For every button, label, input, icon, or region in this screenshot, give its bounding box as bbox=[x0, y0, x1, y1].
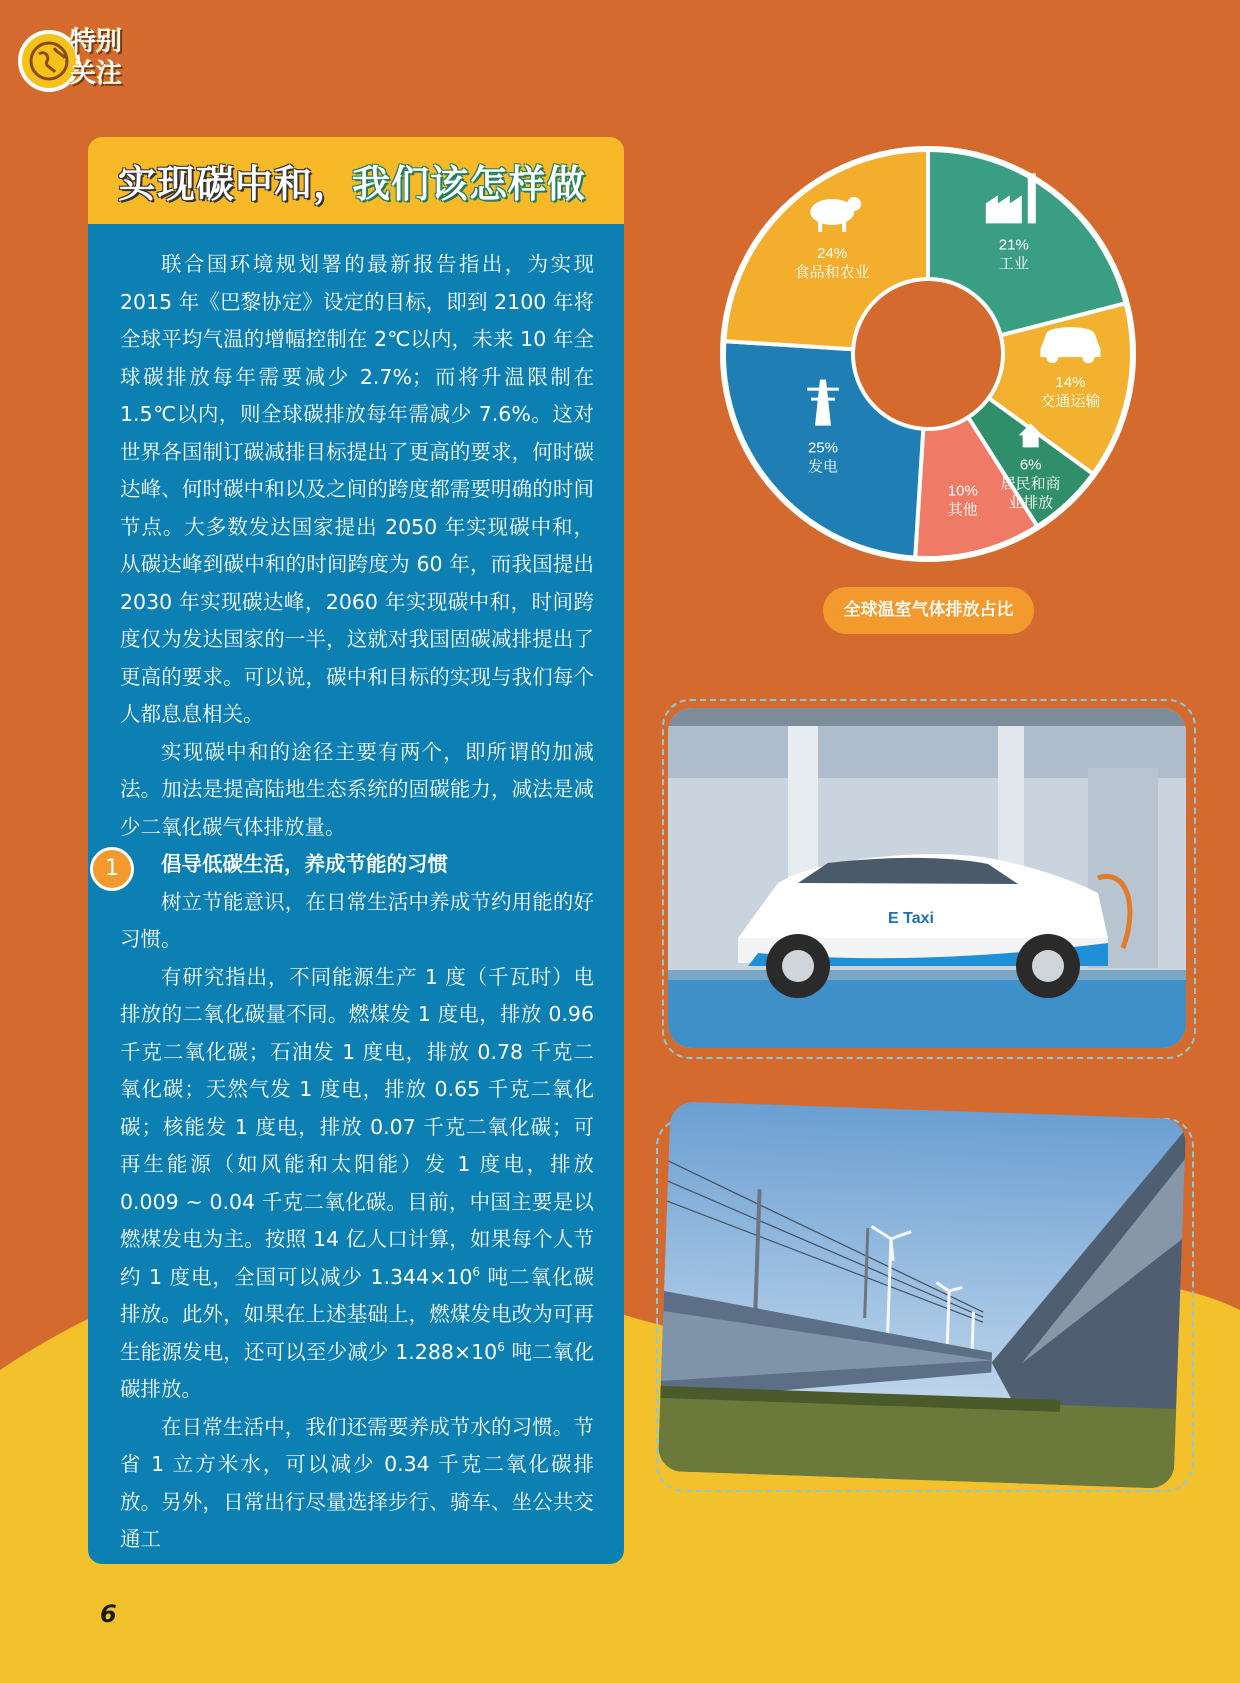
section-number-badge: 1 bbox=[90, 847, 134, 891]
section-title: 倡导低碳生活，养成节能的习惯 bbox=[161, 852, 448, 876]
section-heading bbox=[105, 846, 594, 884]
electric-taxi-photo bbox=[668, 708, 1186, 1048]
donut-label-transport: 14%交通运输 bbox=[1040, 374, 1101, 411]
donut-label-residential: 6%居民和商业排放 bbox=[1000, 456, 1061, 512]
special-focus-badge bbox=[0, 26, 140, 98]
paragraph: 有研究指出，不同能源生产 1 度（千瓦时）电排放的二氧化碳量不同。燃煤发 1 度电，排放 0.96 千克二氧化碳；石油发 1 度电，排放 0.78 千克二氧化碳；天然气发 1 度电，排放 0.65 千克二氧化碳；核能发 1 度电，排放 0.07 千克二氧化碳；可再生能源（如风能和太阳能）发 1 度电，排放 0.009 ~ 0.04 千克二氧化碳。目前，中国主要是以燃煤发电为主。按照 14 亿人口计算，如果每个人节约 1 度电，全国可以减少 $1.344\times 10^6$ 吨二氧化碳排放。此外，如果在上述基础上，燃煤发电改为可再生能源发电，还可以至少减少 $1.288\times 10^6$ 吨二氧化碳排放。 bbox=[120, 964, 594, 1401]
donut-label-food: 24%食品和农业 bbox=[794, 244, 870, 281]
badge-label: 特别 关注 bbox=[70, 27, 123, 89]
paragraph: 在日常生活中，我们还需要养成节水的习惯。节省 1 立方米水，可以减少 0.34 千克二氧化碳排放。另外，日常出行尽量选择步行、骑车、坐公共交通工 bbox=[120, 1414, 594, 1551]
page-number: 6 bbox=[100, 1600, 117, 1628]
paragraph: 树立节能意识，在日常生活中养成节约用能的好习惯。 bbox=[120, 889, 594, 951]
paragraph: 联合国环境规划署的最新报告指出，为实现 2015 年《巴黎协定》设定的目标，即到 2100 年将全球平均气温的增幅控制在 2℃以内，未来 10 年全球碳排放每年需要减少 2.7%；而将升温限制在 1.5℃以内，则全球碳排放每年需减少 7.6%。这对世界各国制订碳减排目标提出了更高的要求，何时碳达峰、何时碳中和以及之间的跨度都需要明确的时间节点。大多数发达国家提出 2050 年实现碳中和，从碳达峰到碳中和的时间跨度为 60 年，而我国提出 2030 年实现碳达峰，2060 年实现碳中和，时间跨度仅为发达国家的一半，这就对我国固碳减排提出了更高的要求。可以说，碳中和目标的实现与我们每个人都息息相关。 bbox=[120, 252, 594, 726]
donut-label-other: 10%其他 bbox=[947, 482, 978, 519]
emissions-donut-chart bbox=[718, 144, 1138, 564]
donut-label-industry: 21%工业 bbox=[998, 236, 1029, 273]
article-body bbox=[88, 224, 624, 1559]
solar-wind-farm-photo bbox=[658, 1101, 1187, 1489]
article-title: 实现碳中和，我们该怎样做 bbox=[118, 162, 587, 206]
svg-text:E Taxi: E Taxi bbox=[888, 910, 934, 927]
chart-caption: 全球温室气体排放占比 bbox=[823, 587, 1034, 634]
paragraph: 实现碳中和的途径主要有两个，即所谓的加减法。加法是提高陆地生态系统的固碳能力，减法是减少二氧化碳气体排放量。 bbox=[120, 739, 594, 839]
donut-label-power: 25%发电 bbox=[807, 439, 839, 476]
article-box bbox=[88, 137, 624, 1564]
article-header bbox=[88, 137, 624, 224]
